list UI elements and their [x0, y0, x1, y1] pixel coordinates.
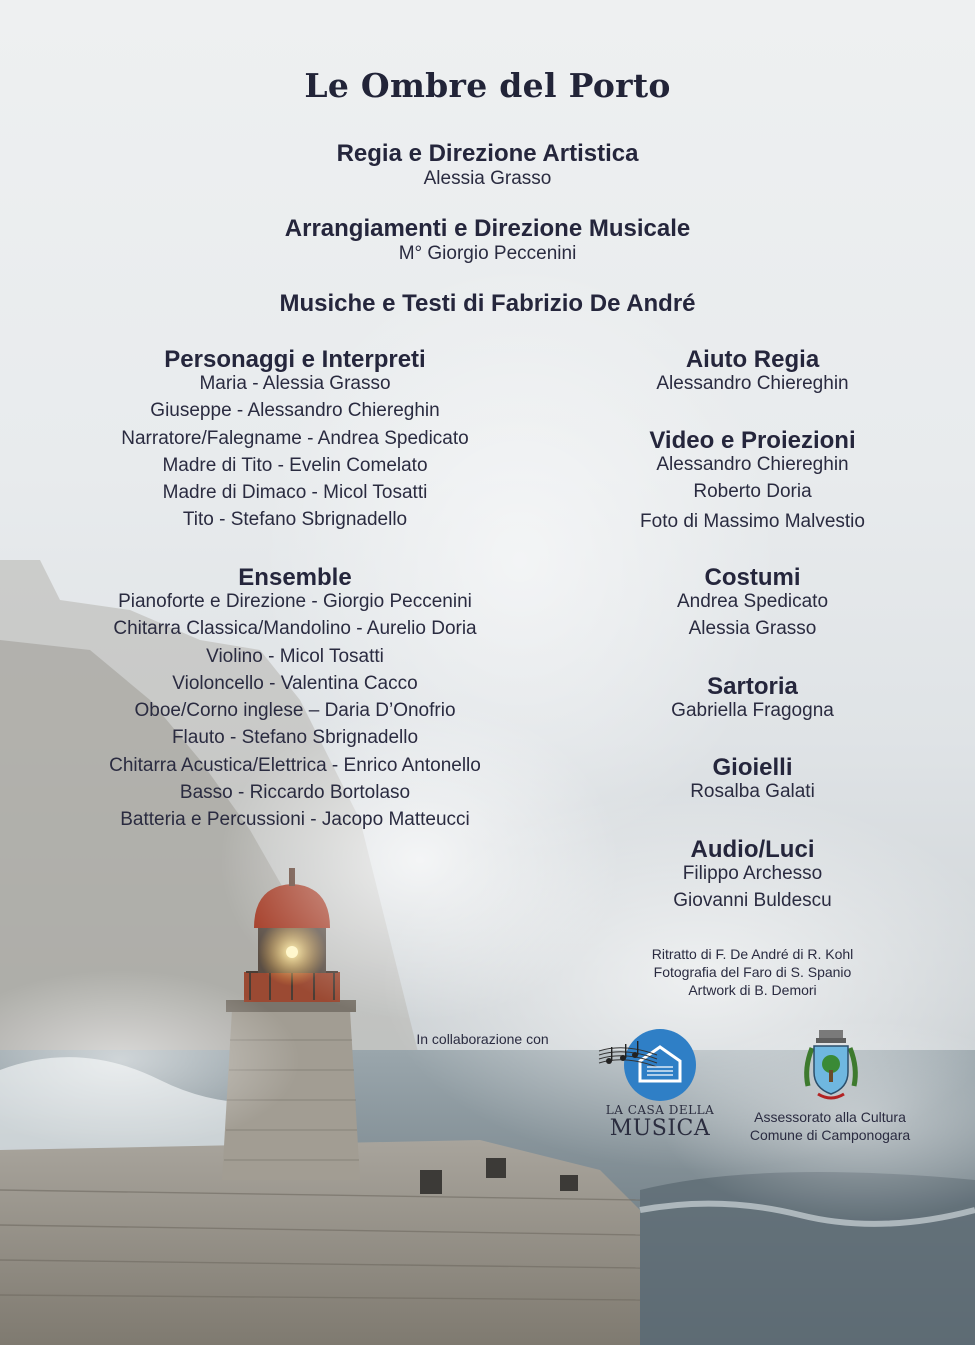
video-heading: Video e Proiezioni — [649, 427, 856, 454]
video-section — [605, 427, 900, 535]
credit-line: Fotografia del Faro di S. Spanio — [653, 964, 852, 980]
list-item: Batteria e Percussioni - Jacopo Matteucci — [120, 809, 470, 831]
regia-name: Alessia Grasso — [423, 168, 552, 189]
aiuto-regia-section — [605, 346, 900, 397]
list-item: Oboe/Corno inglese – Daria D’Onofrio — [134, 700, 456, 722]
musiche-section — [0, 290, 975, 318]
list-item: Tito - Stefano Sbrignadello — [182, 509, 408, 531]
credit-line: Artwork di B. Demori — [688, 982, 817, 998]
gioielli-section — [605, 754, 900, 805]
list-item: Alessandro Chiereghin — [656, 373, 849, 394]
ensemble-section — [60, 564, 530, 834]
costumi-heading: Costumi — [704, 564, 801, 591]
list-item: Narratore/Falegname - Andrea Spedicato — [121, 427, 469, 449]
list-item: Rosalba Galati — [690, 781, 815, 802]
assessorato-line1: Assessorato alla Cultura — [754, 1109, 906, 1125]
list-item: Pianoforte e Direzione - Giorgio Peccenini — [118, 591, 472, 612]
house-music-notes-icon — [595, 1025, 705, 1105]
arrangiamenti-heading: Arrangiamenti e Direzione Musicale — [284, 215, 691, 242]
arrangiamenti-name: M° Giorgio Peccenini — [398, 243, 577, 264]
casa-musica-line2: MUSICA — [609, 1116, 711, 1141]
collaborazione-text: In collaborazione con — [416, 1031, 549, 1047]
regia-heading: Regia e Direzione Artistica — [336, 140, 639, 167]
list-item: Giovanni Buldescu — [673, 890, 832, 912]
list-item: Chitarra Acustica/Elettrica - Enrico Antonello — [109, 754, 481, 776]
sartoria-heading: Sartoria — [707, 673, 798, 700]
assessorato-line2: Comune di Camponogara — [749, 1127, 911, 1143]
audio-heading: Audio/Luci — [690, 836, 815, 863]
sartoria-section — [605, 673, 900, 724]
assessorato-text — [735, 1108, 925, 1144]
list-item: Andrea Spedicato — [676, 591, 829, 612]
costumi-section — [605, 564, 900, 643]
photo-credits — [605, 945, 900, 999]
regia-section — [0, 140, 975, 190]
arrangiamenti-section — [0, 215, 975, 265]
page-title: Le Ombre del Porto — [304, 66, 671, 105]
list-item: Giuseppe - Alessandro Chiereghin — [150, 400, 440, 422]
ensemble-heading: Ensemble — [238, 564, 352, 591]
list-item: Gabriella Fragogna — [671, 700, 834, 721]
list-item: Flauto - Stefano Sbrignadello — [171, 727, 419, 749]
credit-line: Ritratto di F. De André di R. Kohl — [651, 946, 854, 962]
aiuto-regia-heading: Aiuto Regia — [685, 346, 820, 373]
list-item: Madre di Dimaco - Micol Tosatti — [162, 482, 428, 504]
gioielli-heading: Gioielli — [712, 754, 793, 781]
list-item: Roberto Doria — [693, 481, 812, 503]
list-item: Violoncello - Valentina Cacco — [172, 672, 418, 694]
personaggi-section — [60, 346, 530, 534]
list-item: Alessandro Chiereghin — [656, 454, 849, 475]
casa-musica-line1: LA CASA DELLA — [605, 1103, 715, 1117]
list-item: Violino - Micol Tosatti — [206, 645, 384, 667]
personaggi-heading: Personaggi e Interpreti — [164, 346, 426, 373]
list-item: Maria - Alessia Grasso — [199, 373, 391, 394]
audio-section — [605, 836, 900, 915]
list-item: Basso - Riccardo Bortolaso — [179, 782, 411, 804]
list-item: Filippo Archesso — [682, 863, 823, 884]
list-item: Madre di Tito - Evelin Comelato — [162, 454, 428, 476]
list-item: Alessia Grasso — [688, 618, 817, 640]
musiche-heading: Musiche e Testi di Fabrizio De André — [279, 290, 696, 317]
collaborazione-label — [395, 1030, 570, 1048]
municipal-crest-icon — [800, 1028, 862, 1106]
list-item: Foto di Massimo Malvestio — [640, 510, 865, 532]
casa-musica-logo-text — [600, 1103, 720, 1141]
list-item: Chitarra Classica/Mandolino - Aurelio Doria — [113, 618, 477, 640]
